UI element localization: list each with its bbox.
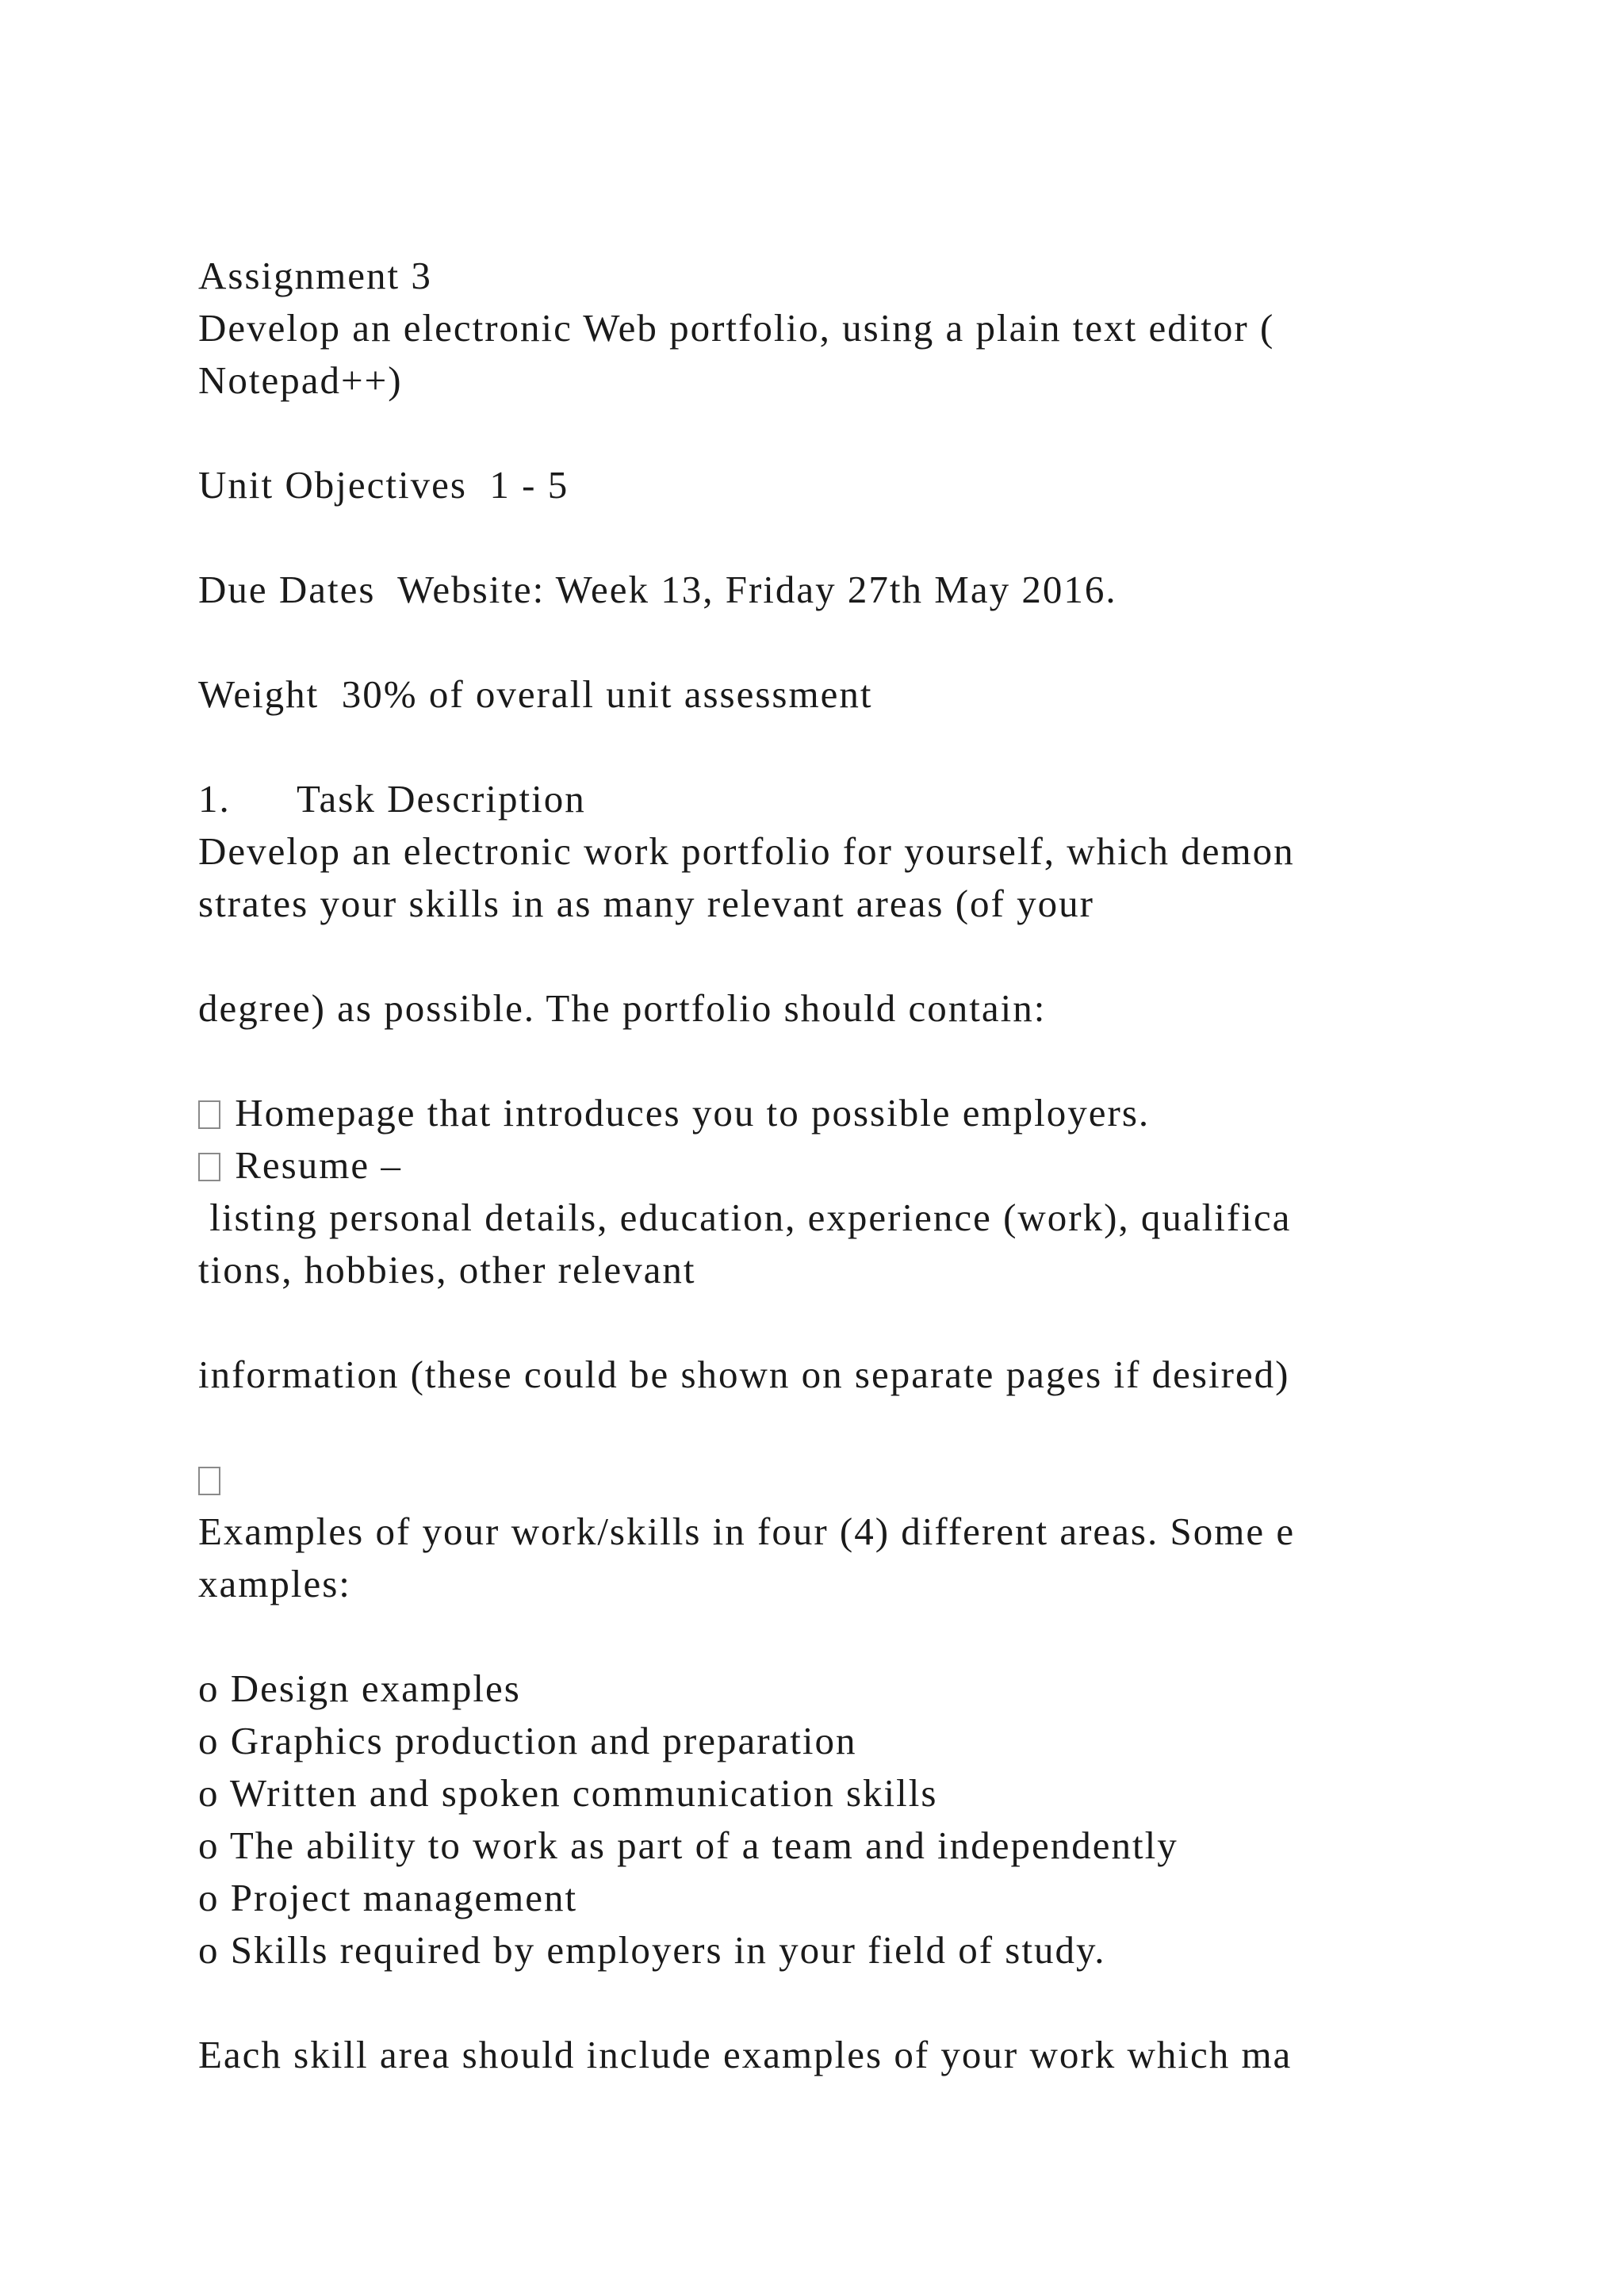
section-title: Task Description — [297, 777, 586, 821]
description-line-2: strates your skills in as many relevant areas (of your — [198, 882, 1094, 925]
bullet-homepage-text: Homepage that introduces you to possible employers. — [235, 1091, 1151, 1135]
weight: Weight 30% of overall unit assessment — [198, 672, 873, 716]
resume-line-3: information (these could be shown on separate pages if desired) — [198, 1353, 1290, 1396]
unit-objectives: Unit Objectives 1 - 5 — [198, 463, 569, 507]
assignment-subtitle-line-2: Notepad++) — [198, 358, 403, 402]
bullet-homepage — [198, 1089, 1150, 1137]
missing-glyph-icon — [198, 1153, 220, 1181]
description-line-3: degree) as possible. The portfolio should contain: — [198, 986, 1047, 1030]
sub-item: o Skills required by employers in your field of study. — [198, 1928, 1106, 1972]
sub-item: o The ability to work as part of a team and independently — [198, 1823, 1178, 1867]
examples-line-1: Examples of your work/skills in four (4) different areas. Some e — [198, 1510, 1296, 1553]
bullet-examples — [198, 1456, 224, 1503]
section-number: 1. — [198, 777, 231, 821]
resume-line-2: tions, hobbies, other relevant — [198, 1248, 696, 1292]
missing-glyph-icon — [198, 1467, 220, 1495]
description-line-1: Develop an electronic work portfolio for yourself, which demon — [198, 829, 1295, 873]
sub-item: o Written and spoken communication skills — [198, 1771, 938, 1815]
due-dates: Due Dates Website: Week 13, Friday 27th May 2016. — [198, 568, 1117, 611]
sub-item: o Project management — [198, 1876, 578, 1919]
bullet-resume-text: Resume – — [235, 1143, 402, 1187]
sub-item: o Design examples — [198, 1667, 521, 1710]
closing-line: Each skill area should include examples of your work which ma — [198, 2033, 1293, 2076]
resume-line-1: listing personal details, education, experience (work), qualifica — [198, 1196, 1292, 1239]
missing-glyph-icon — [198, 1100, 220, 1129]
bullet-resume — [198, 1142, 402, 1189]
examples-line-2: xamples: — [198, 1562, 351, 1605]
assignment-subtitle-line-1: Develop an electronic Web portfolio, using a plain text editor ( — [198, 306, 1275, 350]
assignment-title: Assignment 3 — [198, 254, 432, 297]
sub-item: o Graphics production and preparation — [198, 1719, 857, 1762]
section-heading — [198, 775, 586, 823]
